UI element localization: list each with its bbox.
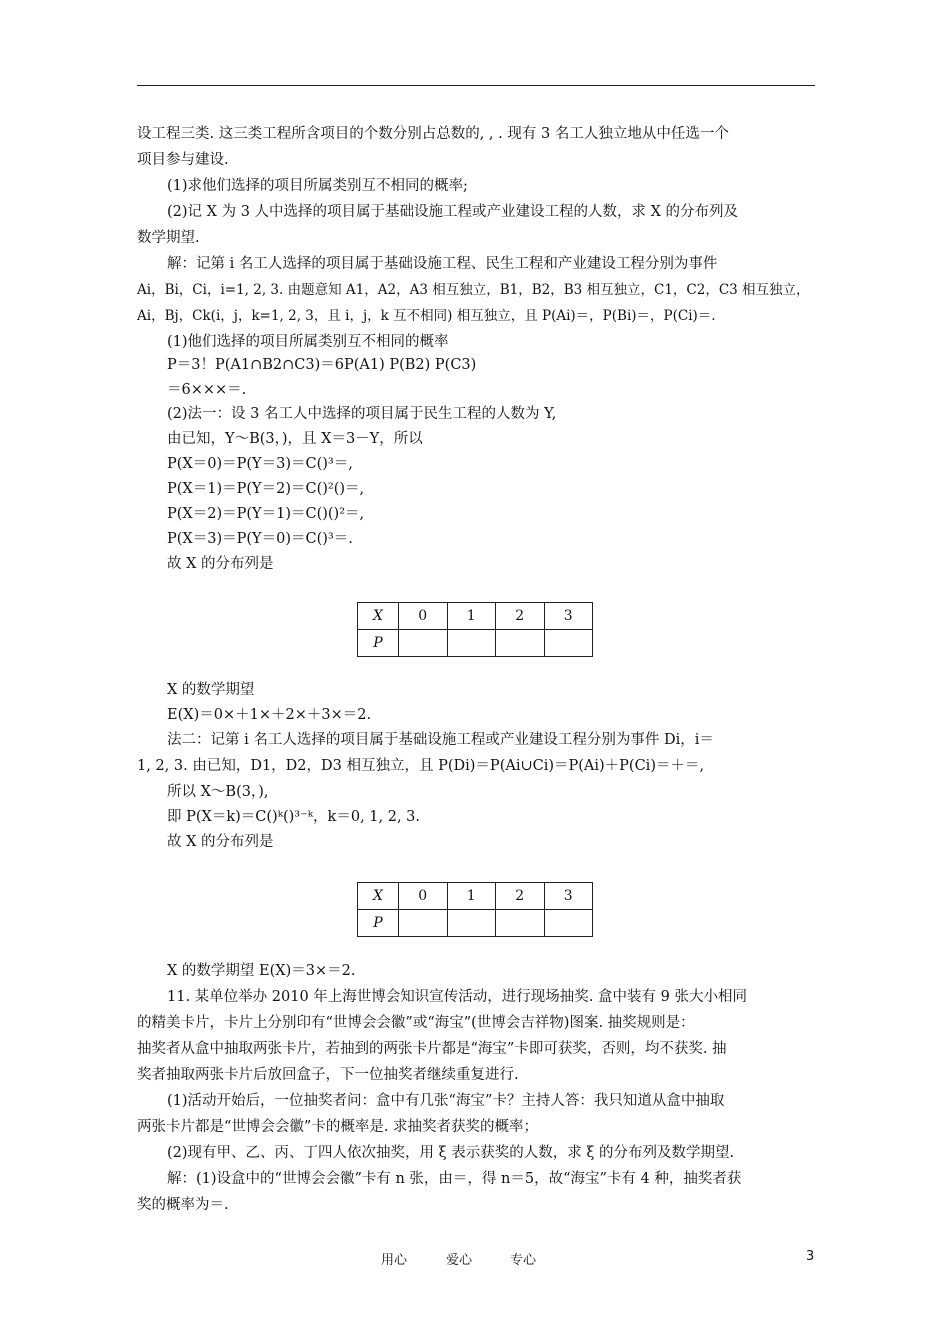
text-line: Ai，Bi，Ci，i=1, 2, 3. 由题意知 A1，A2，A3 相互独立，B1，B2，B3 相互独立，C1，C2，C3 相互独立， bbox=[137, 282, 810, 298]
text-line: ＝6×××＝. bbox=[167, 382, 247, 398]
table-row bbox=[358, 910, 593, 937]
text-line: 1, 2, 3. 由已知，D1，D2，D3 相互独立，且 P(Di)＝P(Ai∪Ci)＝P(Ai)＋P(Ci)＝＋＝, bbox=[137, 758, 705, 774]
text-line: 故 X 的分布列是 bbox=[167, 834, 274, 850]
table-cell: 2 bbox=[496, 603, 545, 630]
text-line: 的精美卡片，卡片上分别印有“世博会会徽”或“海宝”(世博会吉祥物)图案. 抽奖规则是： bbox=[137, 1015, 695, 1031]
text-line: (1)求他们选择的项目所属类别互不相同的概率; bbox=[167, 178, 468, 194]
table-cell: 1 bbox=[447, 603, 496, 630]
text-line: 故 X 的分布列是 bbox=[167, 556, 274, 572]
text-line: (1)活动开始后，一位抽奖者问：盒中有几张“海宝”卡？主持人答：我只知道从盒中抽取 bbox=[167, 1093, 725, 1109]
text-line: 解：记第 i 名工人选择的项目属于基础设施工程、民生工程和产业建设工程分别为事件 bbox=[167, 256, 718, 272]
text-line: 奖的概率为＝. bbox=[137, 1197, 229, 1213]
table-header-row bbox=[358, 603, 593, 630]
text-line: (2)法一：设 3 名工人中选择的项目属于民生工程的人数为 Y, bbox=[167, 406, 557, 422]
text-line: 项目参与建设. bbox=[137, 152, 229, 168]
table-cell: 1 bbox=[447, 883, 496, 910]
text-line: P(X＝0)＝P(Y＝3)＝C()³＝, bbox=[167, 456, 353, 472]
page-number: 3 bbox=[806, 1249, 815, 1264]
table-row bbox=[358, 630, 593, 657]
text-line: (2)现有甲、乙、丙、丁四人依次抽奖，用 ξ 表示获奖的人数，求 ξ 的分布列及数学期望. bbox=[167, 1145, 735, 1161]
table-cell bbox=[496, 910, 545, 937]
table-cell bbox=[399, 910, 448, 937]
text-line: 数学期望. bbox=[137, 230, 200, 246]
footer-word: 用心 bbox=[381, 1253, 408, 1268]
text-line: 即 P(X＝k)＝C()ᵏ()³⁻ᵏ，k＝0, 1, 2, 3. bbox=[167, 809, 421, 825]
table-cell: 2 bbox=[496, 883, 545, 910]
table-cell bbox=[399, 630, 448, 657]
table-cell bbox=[496, 630, 545, 657]
text-line: 由已知，Y～B(3，)，且 X＝3－Y，所以 bbox=[167, 431, 423, 447]
text-line: Ai，Bj，Ck(i，j，k=1, 2, 3，且 i，j，k 互不相同) 相互独立，且 P(Ai)＝，P(Bi)＝，P(Ci)＝. bbox=[137, 308, 716, 324]
text-line: P(X＝1)＝P(Y＝2)＝C()²()＝, bbox=[167, 481, 365, 497]
text-line: 11. 某单位举办 2010 年上海世博会知识宣传活动，进行现场抽奖. 盒中装有 9 张大小相同 bbox=[167, 989, 747, 1005]
table-cell: X bbox=[358, 603, 399, 630]
text-line: P＝3！P(A1∩B2∩C3)＝6P(A1) P(B2) P(C3) bbox=[167, 357, 477, 373]
footer-word: 爱心 bbox=[446, 1253, 473, 1268]
text-line: 设工程三类. 这三类工程所含项目的个数分别占总数的, , . 现有 3 名工人独立地从中任选一个 bbox=[137, 126, 729, 142]
text-line: X 的数学期望 bbox=[167, 682, 255, 698]
table-cell bbox=[544, 910, 593, 937]
text-line: 法二：记第 i 名工人选择的项目属于基础设施工程或产业建设工程分别为事件 Di，i＝ bbox=[167, 732, 714, 748]
text-line: 奖者抽取两张卡片后放回盒子，下一位抽奖者继续重复进行. bbox=[137, 1067, 519, 1083]
table-cell bbox=[544, 630, 593, 657]
text-line: (1)他们选择的项目所属类别互不相同的概率 bbox=[167, 334, 449, 350]
text-line: 两张卡片都是“世博会会徽”卡的概率是. 求抽奖者获奖的概率； bbox=[137, 1119, 539, 1135]
text-line: 解：(1)设盒中的“世博会会徽”卡有 n 张，由＝，得 n＝5，故“海宝”卡有 4 种，抽奖者获 bbox=[167, 1171, 742, 1187]
header-rule bbox=[137, 85, 815, 86]
text-line: P(X＝2)＝P(Y＝1)＝C()()²＝, bbox=[167, 506, 365, 522]
table-cell: 3 bbox=[544, 603, 593, 630]
table-header-row bbox=[358, 883, 593, 910]
table-cell: 3 bbox=[544, 883, 593, 910]
table-cell: X bbox=[358, 883, 399, 910]
footer-word: 专心 bbox=[510, 1253, 537, 1268]
table-cell: 0 bbox=[399, 883, 448, 910]
table-cell bbox=[447, 630, 496, 657]
text-line: 抽奖者从盒中抽取两张卡片，若抽到的两张卡片都是“海宝”卡即可获奖，否则，均不获奖. 抽 bbox=[137, 1041, 727, 1057]
distribution-table-2 bbox=[357, 882, 593, 937]
table-cell: 0 bbox=[399, 603, 448, 630]
text-line: E(X)＝0×＋1×＋2×＋3×＝2. bbox=[167, 707, 372, 723]
text-line: 所以 X～B(3，), bbox=[167, 784, 269, 800]
text-line: X 的数学期望 E(X)＝3×＝2. bbox=[167, 963, 356, 979]
text-line: P(X＝3)＝P(Y＝0)＝C()³＝. bbox=[167, 531, 353, 547]
distribution-table-1 bbox=[357, 602, 593, 657]
table-cell: P bbox=[358, 630, 399, 657]
table-cell bbox=[447, 910, 496, 937]
table-cell: P bbox=[358, 910, 399, 937]
text-line: (2)记 X 为 3 人中选择的项目属于基础设施工程或产业建设工程的人数，求 X 的分布列及 bbox=[167, 204, 739, 220]
